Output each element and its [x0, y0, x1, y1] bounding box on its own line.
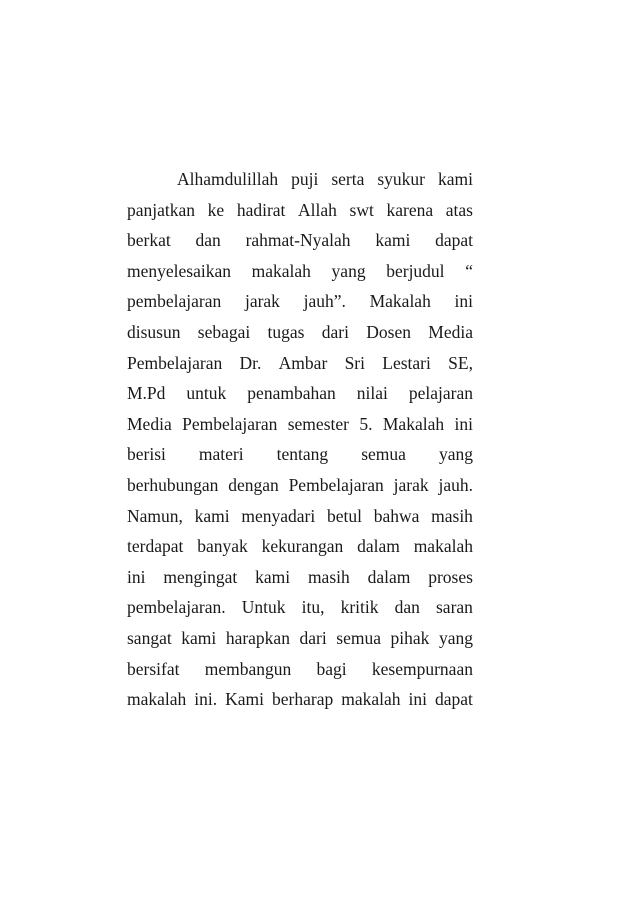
- word: Makalah: [369, 291, 431, 312]
- word: kami: [181, 627, 217, 648]
- word: ini.: [194, 689, 218, 710]
- word: dari: [321, 321, 349, 342]
- word: dapat: [435, 230, 473, 251]
- word: jauh.: [438, 474, 473, 495]
- text-line: [127, 501, 473, 532]
- text-line: [127, 623, 473, 654]
- text-line: [127, 654, 473, 685]
- word: Pembelajaran: [288, 474, 384, 495]
- text-line: [127, 531, 473, 562]
- word: Untuk: [241, 597, 286, 618]
- word: menyadari: [241, 505, 316, 526]
- text-line: [127, 225, 473, 256]
- word: dari: [299, 627, 327, 648]
- word: bagi: [316, 658, 347, 679]
- word: atas: [445, 199, 473, 220]
- word: pembelajaran: [127, 291, 222, 312]
- text-line: [127, 439, 473, 470]
- word: Allah: [298, 199, 337, 220]
- word: bahwa: [373, 505, 420, 526]
- word: makalah: [127, 689, 187, 710]
- word: SE,: [448, 352, 473, 373]
- word: sebagai: [197, 321, 251, 342]
- word: dalam: [357, 536, 400, 557]
- word: yang: [438, 444, 473, 465]
- word: berkat: [127, 230, 171, 251]
- word: ini: [127, 566, 146, 587]
- text-line: [127, 562, 473, 593]
- word: ke: [207, 199, 225, 220]
- word: Media: [127, 413, 172, 434]
- word: syukur: [377, 169, 425, 189]
- word: berhubungan: [127, 474, 219, 495]
- word: tentang: [276, 444, 329, 465]
- word: Pembelajaran: [127, 352, 223, 373]
- word: Makalah: [382, 413, 445, 434]
- word: nilai: [356, 383, 388, 404]
- word: ini: [408, 689, 428, 710]
- word: proses: [428, 566, 473, 587]
- word: masih: [431, 505, 473, 526]
- text-line: [127, 684, 473, 715]
- word: berharap: [272, 689, 334, 710]
- word: sangat: [127, 627, 172, 648]
- word: makalah: [413, 536, 473, 557]
- word: Pembelajaran: [182, 413, 278, 434]
- word: dan: [195, 230, 221, 251]
- word: dapat: [435, 689, 473, 710]
- word: rahmat-Nyalah: [245, 230, 351, 251]
- word: terdapat: [127, 536, 184, 557]
- text-line: [127, 409, 473, 440]
- word: karena: [386, 199, 434, 220]
- word: puji: [291, 169, 319, 189]
- word: berjudul: [386, 260, 445, 281]
- word: penambahan: [247, 383, 336, 404]
- word: Lestari: [382, 352, 431, 373]
- word: dengan: [228, 474, 279, 495]
- word: membangun: [204, 658, 292, 679]
- word: pembelajaran.: [127, 597, 226, 618]
- word: kekurangan: [261, 536, 344, 557]
- word: jarak: [393, 474, 429, 495]
- text-line: [127, 256, 473, 287]
- word: Ambar: [278, 352, 328, 373]
- word: dan: [394, 597, 420, 618]
- word: serta: [331, 169, 365, 189]
- word: kesempurnaan: [371, 658, 473, 679]
- text-line: [127, 286, 473, 317]
- word: kami: [194, 505, 230, 526]
- word: materi: [198, 444, 244, 465]
- word: menyelesaikan: [127, 260, 231, 281]
- word: swt: [349, 199, 374, 220]
- text-line: [127, 317, 473, 348]
- word: M.Pd: [127, 383, 166, 404]
- word: hadirat: [236, 199, 286, 220]
- word: “: [465, 260, 473, 281]
- paragraph: [127, 164, 473, 715]
- word: Alhamdulillah: [177, 169, 279, 189]
- word: masih: [307, 566, 350, 587]
- word: pihak: [390, 627, 430, 648]
- word: ini: [454, 413, 473, 434]
- word: berisi: [127, 444, 166, 465]
- word: pelajaran: [408, 383, 473, 404]
- word: makalah: [251, 260, 311, 281]
- word: disusun: [127, 321, 181, 342]
- word: semua: [336, 627, 381, 648]
- word: kami: [375, 230, 411, 251]
- word: ini: [454, 291, 473, 312]
- word: semester: [287, 413, 349, 434]
- word: bersifat: [127, 658, 180, 679]
- word: kritik: [340, 597, 379, 618]
- word: jarak: [244, 291, 280, 312]
- word: makalah: [341, 689, 401, 710]
- word: Media: [428, 321, 473, 342]
- text-line: [127, 470, 473, 501]
- text-line: [127, 592, 473, 623]
- text-line: [127, 195, 473, 226]
- text-line: [127, 348, 473, 379]
- word: banyak: [197, 536, 248, 557]
- word: Namun,: [127, 505, 183, 526]
- word: yang: [331, 260, 366, 281]
- word: mengingat: [163, 566, 238, 587]
- word: untuk: [186, 383, 227, 404]
- word: Sri: [344, 352, 365, 373]
- word: Kami: [225, 689, 265, 710]
- word: yang: [438, 627, 473, 648]
- text-line: [127, 378, 473, 409]
- word: jauh”.: [303, 291, 346, 312]
- word: harapkan: [225, 627, 290, 648]
- word: kami: [255, 566, 291, 587]
- word: Dosen: [366, 321, 411, 342]
- word: panjatkan: [127, 199, 196, 220]
- word: itu,: [301, 597, 325, 618]
- word: saran: [436, 597, 473, 618]
- word: semua: [361, 444, 406, 465]
- word: kami: [437, 169, 473, 189]
- word: betul: [326, 505, 362, 526]
- word: dalam: [367, 566, 411, 587]
- text-line: [127, 164, 473, 195]
- word: 5.: [359, 413, 373, 434]
- word: Dr.: [239, 352, 262, 373]
- word: tugas: [267, 321, 305, 342]
